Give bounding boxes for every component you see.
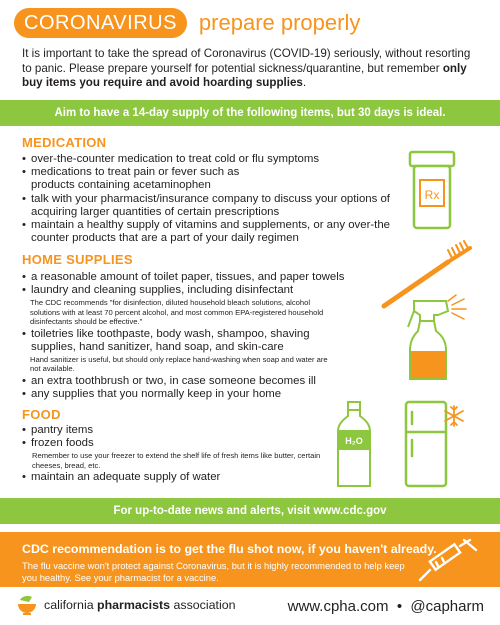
home-supplies-list [22,271,352,401]
footer-links: www.cpha.com • @capharm [287,598,484,615]
food-title: FOOD [22,407,61,422]
home-supplies-title: HOME SUPPLIES [22,252,133,267]
title-pill: CORONAVIRUS [14,8,187,38]
list-item: • an extra toothbrush or two, in case someone becomes ill [22,375,352,388]
intro-paragraph [22,47,482,91]
org-name: california pharmacists association [44,598,236,612]
cdc-recommendation-panel [0,532,500,587]
mortar-pestle-icon [16,594,38,616]
list-item: • a reasonable amount of toilet paper, tissues, and paper towels [22,271,352,284]
news-banner-text: For up-to-date news and alerts, visit www.cdc.gov [113,505,387,517]
news-banner [0,498,500,524]
food-list [22,424,332,484]
supply-banner-text: Aim to have a 14-day supply of the following items, but 30 days is ideal. [54,107,446,119]
refrigerator-icon [402,398,466,490]
intro-period: . [302,76,307,89]
list-item: • laundry and cleaning supplies, including disinfectant [22,284,352,297]
pill-bottle-icon [406,150,458,230]
cdc-body: The flu vaccine won't protect against Coronavirus, but it is highly recommended to help keep you healthy. See your pharmacist for a vaccine. [22,560,405,583]
intro-bold-text: only buy items you require and avoid hoarding supplies [22,61,467,89]
list-item: • maintain a healthy supply of vitamins and supplements, or any over-the counter products that are a part of your daily regimen [22,219,417,245]
list-item: • over-the-counter medication to treat cold or flu symptoms [22,153,422,166]
water-bottle-icon [334,400,374,490]
header-subtitle: prepare properly [198,10,361,35]
syringe-icon [418,538,480,582]
medication-title: MEDICATION [22,135,107,150]
rx-label: Rx [424,188,440,202]
cpha-logo [16,594,235,616]
list-item: • toiletries like toothpaste, body wash, shampoo, shaving supplies, hand sanitizer, hand soap, and skin-care [22,328,352,354]
intro-text: It is important to take the spread of Coronavirus (COVID-19) seriously, without resorting to panic. Please prepare yourself for potential sickness/quarantine, but remember [22,47,471,75]
list-item: • talk with your pharmacist/insurance company to discuss your options of acquiring larger quantities of certain prescriptions [22,193,417,219]
sanitizer-note: Hand sanitizer is useful, but should only replace hand-washing when soap and water are not available. [30,355,328,374]
list-item: • any supplies that you normally keep in your home [22,388,352,401]
page-header [14,8,360,38]
spray-bottle-icon [404,293,470,383]
list-item: • maintain an adequate supply of water [22,471,332,484]
water-label: H₂O [345,436,363,446]
cdc-title: CDC recommendation is to get the flu shot now, if you haven't already. [22,542,437,556]
list-item: • pantry items [22,424,332,437]
list-item: • frozen foods [22,437,332,450]
list-item: • medications to treat pain or fever such as products containing acetaminophen [22,166,272,192]
freezer-note: Remember to use your freezer to extend the shelf life of fresh items like butter, certain cheeses, bread, etc. [32,451,321,470]
medication-list [22,153,422,245]
supply-banner [0,100,500,126]
disinfectant-note: The CDC recommends "for disinfection, diluted household bleach solutions, alcohol solutions with at least 70 percent alcohol, and most common EPA-registered household disinfectants should be effective." [30,298,324,327]
